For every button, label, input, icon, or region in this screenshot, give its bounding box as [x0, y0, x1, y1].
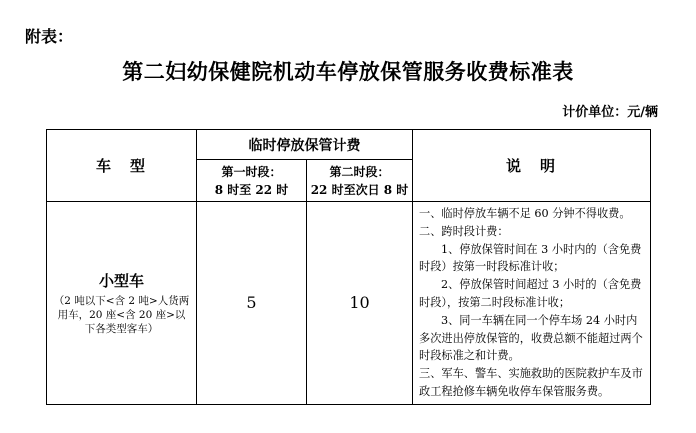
note-2-3: 3、同一车辆在同一个停车场 24 小时内多次进出停放保管的，收费总额不能超过两个时段标准之和计费。	[419, 313, 643, 363]
page-title: 第二妇幼保健院机动车停放保管服务收费标准表	[122, 59, 574, 84]
note-2-1: 1、停放保管时间在 3 小时内的（含免费时段）按第一时段标准计收；	[419, 242, 642, 274]
price-period-1: 5	[197, 202, 307, 405]
appendix-label: 附表：	[25, 27, 74, 46]
header-vehicle-type: 车 型	[47, 130, 197, 202]
note-2-2: 2、停放保管时间超过 3 小时的（含免费时段），按第二时段标准计收；	[419, 278, 642, 309]
notes-cell	[413, 202, 651, 405]
pricing-unit: 计价单位：元/辆	[562, 105, 658, 120]
vehicle-cell	[47, 202, 197, 405]
vehicle-description: （2 吨以下<含 2 吨>人货两用车，20 座<含 20 座>以下各类型客车）	[53, 294, 190, 335]
period-2-label: 第二时段：	[329, 164, 390, 179]
note-3: 三、军车、警车、实施救助的医院救护车及市政工程抢修车辆免收停车保管服务费。	[419, 367, 643, 398]
header-period-1	[197, 160, 307, 202]
period-1-label: 第一时段：	[221, 164, 282, 179]
price-period-2: 10	[307, 202, 413, 405]
vehicle-name: 小型车	[98, 271, 144, 290]
header-temporary-parking: 临时停放保管计费	[197, 130, 413, 160]
header-period-2	[307, 160, 413, 202]
period-1-hours: 8 时至 22 时	[214, 182, 289, 197]
header-notes: 说 明	[413, 130, 651, 202]
note-1: 一、临时停放车辆不足 60 分钟不得收费。	[419, 207, 631, 220]
fee-table	[46, 129, 651, 405]
period-2-hours: 22 时至次日 8 时	[310, 182, 409, 197]
note-2: 二、跨时段计费：	[419, 224, 509, 238]
